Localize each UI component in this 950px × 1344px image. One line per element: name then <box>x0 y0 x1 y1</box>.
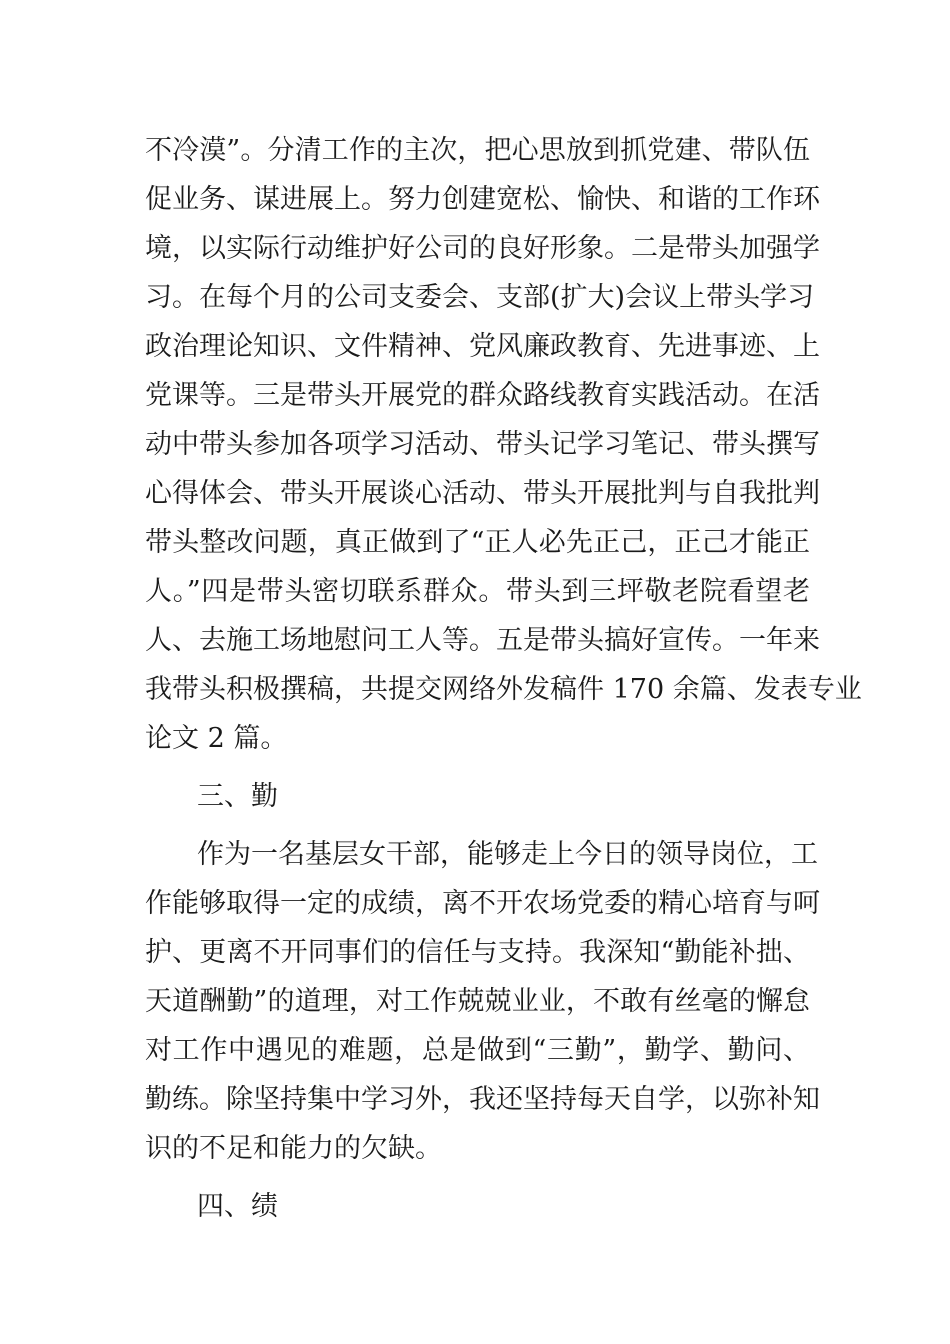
paragraph-line: 促业务、谋进展上。努力创建宽松、愉快、和谐的工作环 <box>145 184 820 215</box>
paragraph-line: 作能够取得一定的成绩，离不开农场党委的精心培育与呵 <box>145 888 820 919</box>
paragraph-line: 不冷漠”。分清工作的主次，把心思放到抓党建、带队伍 <box>145 135 810 166</box>
section-heading: 三、勤 <box>197 781 278 812</box>
paragraph-line: 心得体会、带头开展谈心活动、带头开展批判与自我批判 <box>145 478 820 509</box>
paragraph-line: 识的不足和能力的欠缺。 <box>145 1133 442 1164</box>
paragraph-line: 我带头积极撰稿，共提交网络外发稿件 170 余篇、发表专业 <box>145 674 862 705</box>
paragraph-line: 论文 2 篇。 <box>145 723 288 754</box>
paragraph-line: 党课等。三是带头开展党的群众路线教育实践活动。在活 <box>145 380 820 411</box>
paragraph-line: 护、更离不开同事们的信任与支持。我深知“勤能补拙、 <box>145 937 810 968</box>
paragraph-line: 境，以实际行动维护好公司的良好形象。二是带头加强学 <box>145 233 820 264</box>
paragraph-line: 对工作中遇见的难题，总是做到“三勤”，勤学、勤问、 <box>145 1035 810 1066</box>
paragraph-line: 动中带头参加各项学习活动、带头记学习笔记、带头撰写 <box>145 429 820 460</box>
paragraph-line: 天道酬勤”的道理，对工作兢兢业业，不敢有丝毫的懈怠 <box>145 986 810 1017</box>
section-heading: 四、绩 <box>197 1191 278 1222</box>
paragraph-line: 作为一名基层女干部，能够走上今日的领导岗位，工 <box>197 839 818 870</box>
paragraph-line: 人、去施工场地慰问工人等。五是带头搞好宣传。一年来 <box>145 625 820 656</box>
paragraph-line: 勤练。除坚持集中学习外，我还坚持每天自学，以弥补知 <box>145 1084 820 1115</box>
paragraph-line: 习。在每个月的公司支委会、支部(扩大)会议上带头学习 <box>145 282 815 313</box>
paragraph-line: 政治理论知识、文件精神、党风廉政教育、先进事迹、上 <box>145 331 820 362</box>
paragraph-line: 人。”四是带头密切联系群众。带头到三坪敬老院看望老 <box>145 576 810 607</box>
paragraph-line: 带头整改问题，真正做到了“正人必先正己，正己才能正 <box>145 527 810 558</box>
